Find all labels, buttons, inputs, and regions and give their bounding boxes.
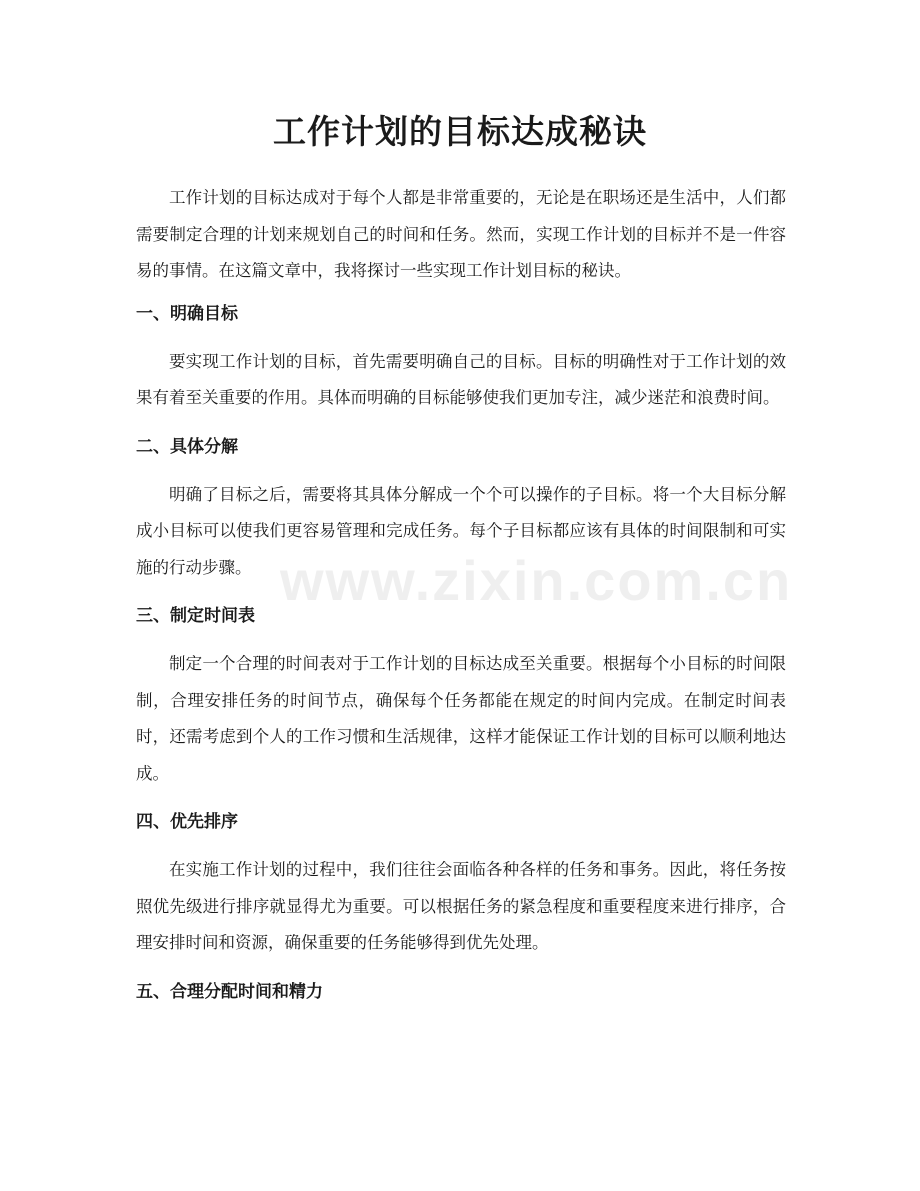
- section-2: [136, 429, 786, 587]
- section-paragraph: 在实施工作计划的过程中，我们往往会面临各种各样的任务和事务。因此，将任务按照优先级进行排序就显得尤为重要。可以根据任务的紧急程度和重要程度来进行排序，合理安排时间和资源，确保重要的任务能够得到优先处理。: [136, 860, 786, 952]
- section-1: [136, 296, 786, 417]
- section-heading: 一、明确目标: [136, 303, 238, 324]
- section-paragraph: 制定一个合理的时间表对于工作计划的目标达成至关重要。根据每个小目标的时间限制，合理安排任务的时间节点，确保每个任务都能在规定的时间内完成。在制定时间表时，还需考虑到个人的工作习惯和生活规律，这样才能保证工作计划的目标可以顺利地达成。: [136, 654, 786, 783]
- section-paragraph: 明确了目标之后，需要将其具体分解成一个个可以操作的子目标。将一个大目标分解成小目标可以使我们更容易管理和完成任务。每个子目标都应该有具体的时间限制和可实施的行动步骤。: [136, 484, 786, 577]
- section-heading: 三、制定时间表: [136, 606, 255, 626]
- section-heading: 五、合理分配时间和精力: [136, 981, 323, 1002]
- section-paragraph: 要实现工作计划的目标，首先需要明确自己的目标。目标的明确性对于工作计划的效果有着至关重要的作用。具体而明确的目标能够使我们更加专注，减少迷茫和浪费时间。: [136, 351, 786, 407]
- section-4: [136, 804, 786, 962]
- section-heading: 二、具体分解: [136, 436, 238, 457]
- section-5: [136, 974, 786, 1010]
- document-body: [136, 180, 793, 1010]
- page-title: 工作计划的目标达成秘诀: [273, 112, 647, 151]
- section-3: [136, 598, 786, 792]
- intro-paragraph: 工作计划的目标达成对于每个人都是非常重要的，无论是在职场还是生活中，人们都需要制定合理的计划来规划自己的时间和任务。然而，实现工作计划的目标并不是一件容易的事情。在这篇文章中，我将探讨一些实现工作计划目标的秘诀。: [136, 188, 786, 280]
- section-heading: 四、优先排序: [136, 812, 238, 832]
- watermark: www.zixin.com.cn: [280, 549, 793, 612]
